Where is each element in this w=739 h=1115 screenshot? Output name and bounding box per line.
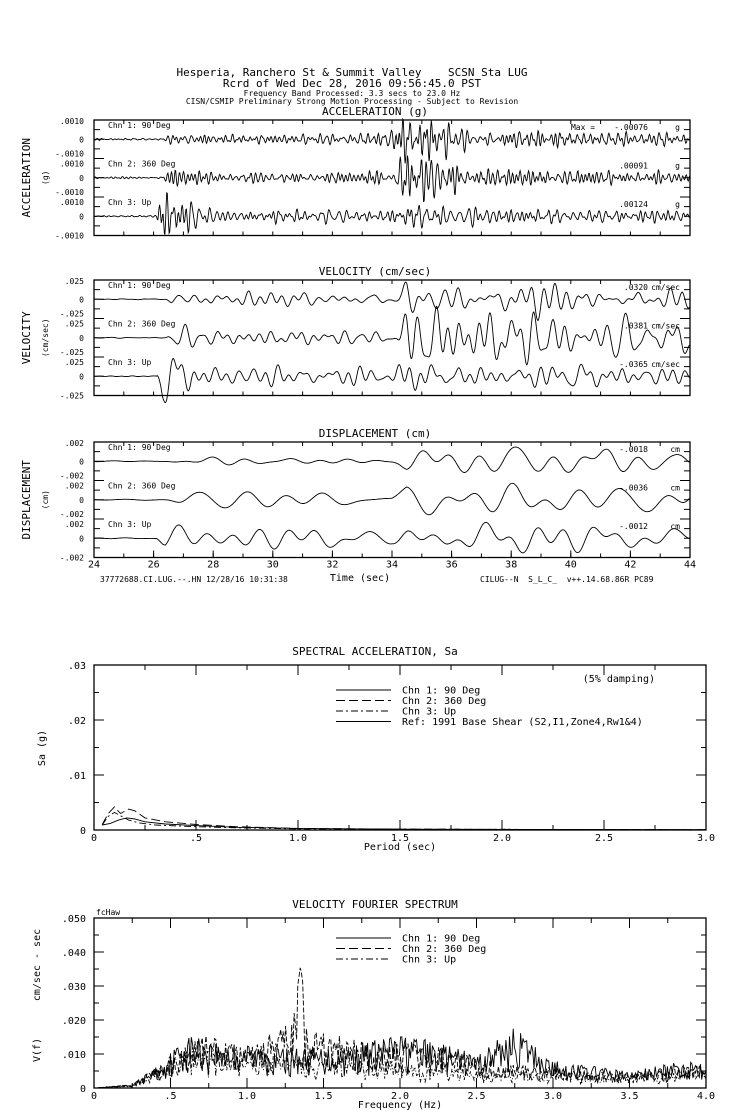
channel-max-value: -.0036 [619, 483, 648, 493]
channel-max-value: -.0365 [619, 360, 648, 369]
ytick-label: .02 [67, 716, 86, 727]
channel-unit: g [675, 200, 680, 209]
channel-max-value: .00124 [619, 200, 648, 209]
ytick-label: .0010 [59, 159, 84, 169]
channel-label: Chn 1: 90 Deg [108, 443, 171, 452]
xtick-label: 2.0 [390, 1091, 410, 1102]
sa-series-line [102, 807, 706, 830]
xtick-label: 0 [90, 833, 98, 844]
sa-series-line [102, 812, 706, 829]
xtick-label: .5 [164, 1091, 177, 1102]
channel-unit: cm/sec [651, 360, 680, 369]
panel-ylabel: ACCELERATION [20, 138, 33, 218]
ytick-label: 0 [79, 826, 86, 837]
panel-velocity [20, 265, 690, 403]
report-header [177, 66, 528, 106]
ytick-label: -.025 [59, 391, 84, 401]
channel-max-value: Max = -.00076 [570, 123, 648, 132]
channel-max-value: .00091 [619, 161, 648, 171]
ytick-label: .03 [67, 661, 86, 672]
ytick-label: -.0010 [55, 188, 84, 197]
xtick-label: 1.5 [390, 833, 410, 844]
xtick-label: 24 [87, 559, 101, 571]
channel-max-value: .0381 [623, 321, 648, 331]
waveform-trace [94, 483, 689, 515]
xtick-label: 44 [683, 559, 697, 571]
panel-acceleration [20, 105, 690, 241]
channel-label: Chn 3: Up [108, 198, 152, 207]
xtick-label: 32 [326, 559, 339, 571]
processing-disclaimer: CISN/CSMIP Preliminary Strong Motion Processing - Subject to Revision [185, 97, 519, 106]
ytick-label: .002 [64, 520, 84, 529]
ytick-label: .002 [64, 439, 84, 448]
channel-unit: cm [670, 522, 680, 531]
fs-title: VELOCITY FOURIER SPECTRUM [292, 898, 458, 911]
ytick-label: .030 [61, 982, 86, 993]
channel-unit: g [675, 161, 680, 171]
xtick-label: 4.0 [696, 1091, 716, 1102]
channel-label: Chn 1: 90 Deg [108, 281, 171, 290]
ytick-label: 0 [79, 372, 84, 382]
ytick-label: 0 [79, 534, 84, 544]
ytick-label: .025 [64, 358, 84, 367]
processing-id-footer: CILUG--N S_L_C_ v++.14.68.86R PC89 [480, 575, 654, 584]
ytick-label: 0 [79, 1084, 86, 1095]
plot-frame [94, 665, 706, 830]
ytick-label: .040 [61, 948, 86, 959]
waveform-trace [94, 306, 689, 365]
xtick-label: 3.0 [696, 833, 716, 844]
ytick-label: .0010 [59, 198, 84, 207]
channel-max-value: .0320 [623, 283, 648, 292]
fs-corner-label: fcHaw [96, 908, 121, 917]
ytick-label: .050 [61, 914, 86, 925]
ytick-label: 0 [79, 212, 84, 222]
xtick-label: 30 [266, 559, 279, 571]
ytick-label: 0 [79, 333, 84, 343]
sa-ylabel: Sa (g) [37, 729, 48, 767]
sa-xlabel: Period (sec) [363, 842, 437, 853]
waveform-trace [94, 193, 689, 235]
xtick-label: 28 [207, 559, 220, 571]
frequency-band: Frequency Band Processed: 3.3 secs to 23.0 Hz [243, 89, 461, 98]
channel-unit: g [675, 123, 680, 132]
ytick-label: .020 [61, 1016, 86, 1027]
channel-label: Chn 2: 360 Deg [108, 319, 176, 329]
panel-frame [94, 442, 690, 558]
panel-title: VELOCITY (cm/sec) [318, 265, 432, 278]
ytick-label: .01 [67, 771, 86, 782]
ytick-label: -.025 [59, 309, 84, 319]
fs-ylabel: V(f) [32, 1037, 43, 1063]
ytick-label: .025 [64, 319, 84, 329]
ytick-label: 0 [79, 173, 84, 183]
legend-label: Chn 1: 90 Deg [402, 933, 481, 945]
ytick-label: .002 [64, 481, 84, 491]
ytick-label: 0 [79, 457, 84, 467]
panel-displacement [20, 427, 696, 571]
panel-unit: (cm/sec) [41, 318, 50, 358]
channel-label: Chn 3: Up [108, 520, 152, 529]
waveform-trace [94, 156, 689, 203]
xtick-label: 2.5 [594, 833, 614, 844]
time-history-chart [20, 105, 696, 571]
time-axis-label: Time (sec) [329, 573, 391, 584]
xtick-label: 40 [564, 559, 577, 571]
fourier-spectrum-chart [32, 898, 715, 1111]
fs-series-line [97, 968, 705, 1088]
channel-label: Chn 3: Up [108, 358, 152, 367]
ytick-label: .025 [64, 277, 84, 286]
xtick-label: 34 [385, 559, 399, 571]
legend-label: Chn 2: 360 Deg [402, 944, 487, 955]
ytick-label: .0010 [59, 117, 84, 126]
ytick-label: -.0010 [55, 231, 84, 241]
channel-label: Chn 1: 90 Deg [108, 121, 171, 130]
channel-unit: cm/sec [651, 283, 680, 292]
xtick-label: 2.0 [492, 833, 512, 844]
panel-ylabel: DISPLACEMENT [20, 460, 33, 540]
waveform-trace [94, 447, 689, 473]
channel-max-value: -.0018 [619, 445, 648, 454]
xtick-label: 2.5 [467, 1091, 486, 1102]
ytick-label: -.002 [59, 510, 84, 519]
panel-ylabel: VELOCITY [20, 311, 33, 365]
ytick-label: -.025 [59, 348, 84, 357]
spectral-acceleration-chart [37, 645, 715, 853]
xtick-label: 42 [624, 559, 637, 571]
ytick-label: 0 [79, 295, 84, 305]
ytick-label: .010 [61, 1050, 86, 1061]
xtick-label: 1.5 [314, 1091, 333, 1102]
ytick-label: -.002 [59, 471, 84, 481]
xtick-label: 3.5 [620, 1091, 639, 1102]
legend-label: Chn 3: Up [402, 706, 457, 718]
ytick-label: 0 [79, 495, 84, 505]
xtick-label: .5 [189, 833, 203, 844]
xtick-label: 38 [505, 559, 518, 571]
record-time: Rcrd of Wed Dec 28, 2016 09:56:45.0 PST [222, 77, 482, 90]
panel-title: ACCELERATION (g) [322, 105, 428, 118]
station-title: Hesperia, Ranchero St & Summit Valley SCSN Sta LUG [176, 66, 528, 79]
panel-title: DISPLACEMENT (cm) [318, 427, 432, 440]
panel-unit: (cm) [41, 490, 50, 510]
sa-title: SPECTRAL ACCELERATION, Sa [292, 645, 458, 658]
xtick-label: 1.0 [237, 1091, 257, 1102]
waveform-trace [94, 522, 689, 552]
record-id-footer: 37772688.CI.LUG.--.HN 12/28/16 10:31:38 [100, 575, 288, 584]
channel-label: Chn 2: 360 Deg [108, 159, 176, 169]
panel-unit: (g) [41, 170, 50, 185]
channel-unit: cm [670, 445, 680, 454]
xtick-label: 26 [147, 559, 160, 571]
xtick-label: 1.0 [288, 833, 308, 844]
waveform-trace [94, 282, 689, 321]
fs-xlabel: Frequency (Hz) [357, 1100, 443, 1111]
xtick-label: 36 [445, 559, 458, 571]
damping-note: (5% damping) [582, 674, 655, 685]
ytick-label: -.0010 [55, 149, 84, 159]
legend-label: Ref: 1991 Base Shear (S2,I1,Zone4,Rw1&4) [402, 717, 643, 728]
channel-unit: cm [670, 483, 680, 493]
ytick-label: -.002 [59, 553, 84, 563]
fs-series-line [97, 1047, 705, 1088]
ytick-label: 0 [79, 135, 84, 145]
fs-ylabel-unit: cm/sec - sec [32, 928, 43, 1002]
channel-max-value: -.0012 [619, 522, 648, 531]
xtick-label: 0 [90, 1091, 98, 1102]
channel-unit: cm/sec [651, 321, 680, 331]
legend-label: Chn 2: 360 Deg [402, 696, 487, 707]
xtick-label: 3.0 [543, 1091, 563, 1102]
legend-label: Chn 1: 90 Deg [402, 685, 481, 697]
legend-label: Chn 3: Up [402, 954, 457, 966]
channel-label: Chn 2: 360 Deg [108, 481, 176, 491]
